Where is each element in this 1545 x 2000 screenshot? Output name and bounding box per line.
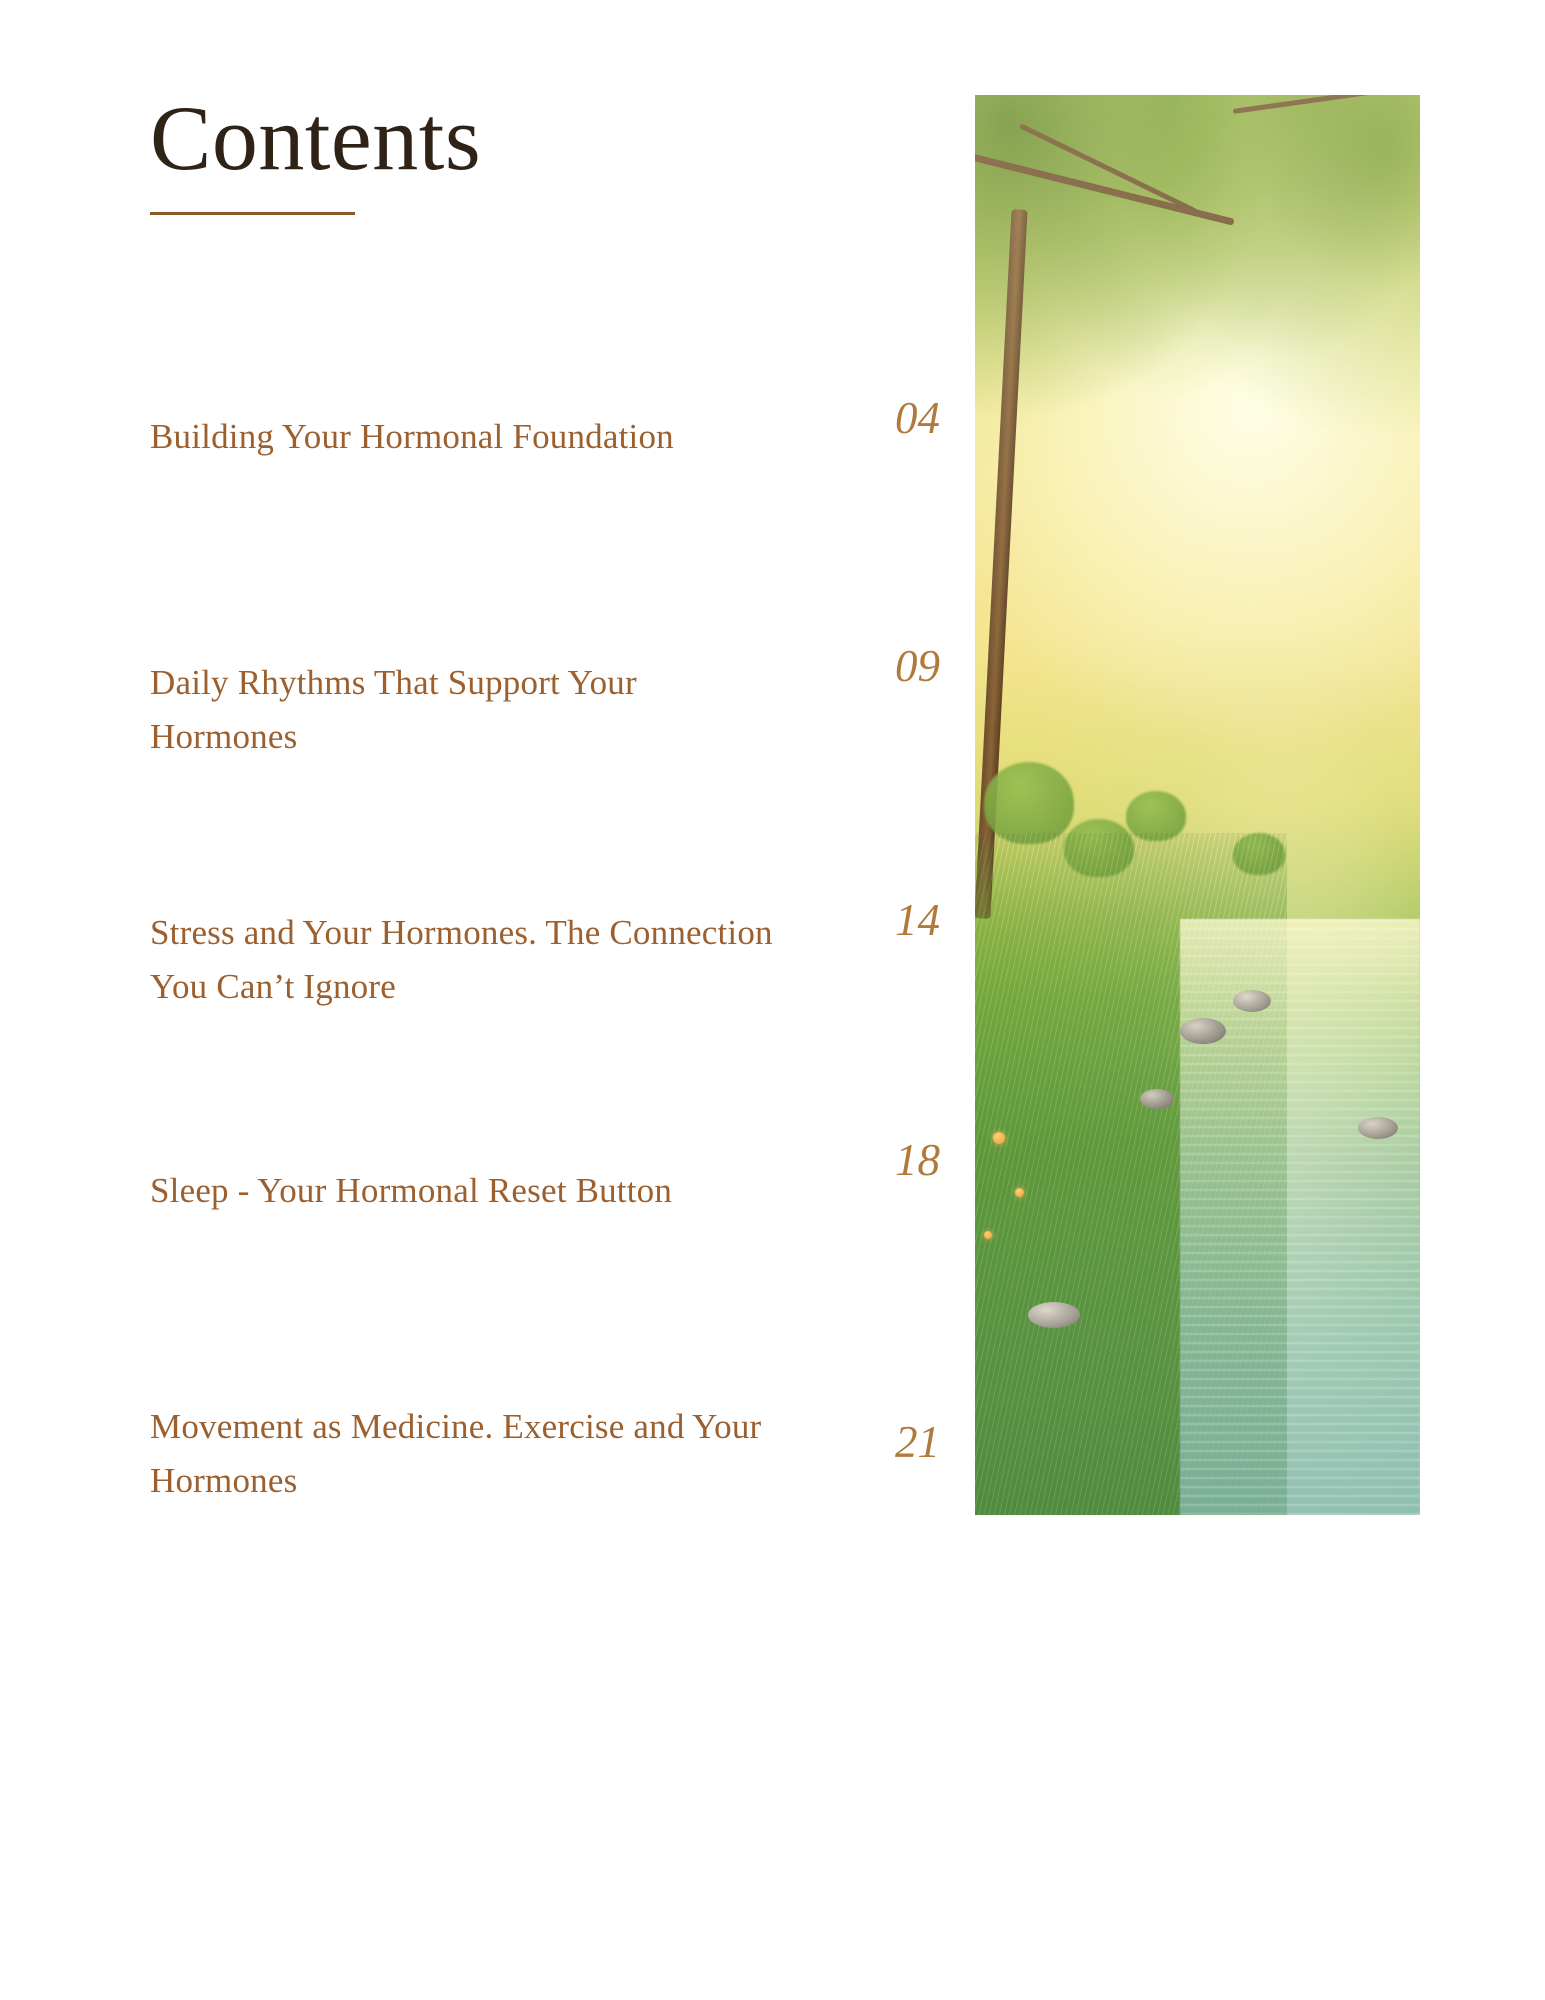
- toc-entry-page-number: 14: [895, 895, 940, 945]
- title-underline-divider: [150, 212, 355, 215]
- toc-entry-page-number: 18: [895, 1135, 940, 1185]
- toc-entry-page-number: 21: [895, 1417, 940, 1467]
- stone-shape: [1233, 990, 1271, 1012]
- toc-entry[interactable]: [150, 1135, 940, 1270]
- table-of-contents: [150, 393, 940, 1520]
- stone-shape: [1180, 1018, 1226, 1044]
- decorative-nature-image: [975, 95, 1420, 1515]
- flower-accent: [984, 1231, 992, 1239]
- toc-entry[interactable]: [150, 1400, 940, 1520]
- tree-canopy-layer: [975, 95, 1420, 578]
- toc-entry-label: Building Your Hormonal Foundation: [150, 417, 674, 456]
- toc-entry[interactable]: [150, 393, 940, 520]
- toc-entry-label: Daily Rhythms That Support Your Hormones: [150, 663, 637, 757]
- page-title: Contents: [150, 87, 482, 189]
- bush-shape: [984, 762, 1074, 844]
- toc-entry-page-number: 04: [895, 393, 940, 443]
- toc-entry-label: Sleep - Your Hormonal Reset Button: [150, 1171, 673, 1210]
- toc-entry[interactable]: [150, 895, 940, 1020]
- water-layer: [1180, 919, 1420, 1515]
- stone-shape: [1140, 1089, 1174, 1109]
- toc-entry-page-number: 09: [895, 641, 940, 691]
- toc-entry-label: Movement as Medicine. Exercise and Your Hormones: [150, 1407, 762, 1501]
- flower-accent: [993, 1132, 1005, 1144]
- page-title-block: [150, 87, 850, 215]
- toc-entry-label: Stress and Your Hormones. The Connection You Can’t Ignore: [150, 913, 773, 1007]
- toc-entry[interactable]: [150, 641, 940, 770]
- stone-shape: [1028, 1302, 1080, 1328]
